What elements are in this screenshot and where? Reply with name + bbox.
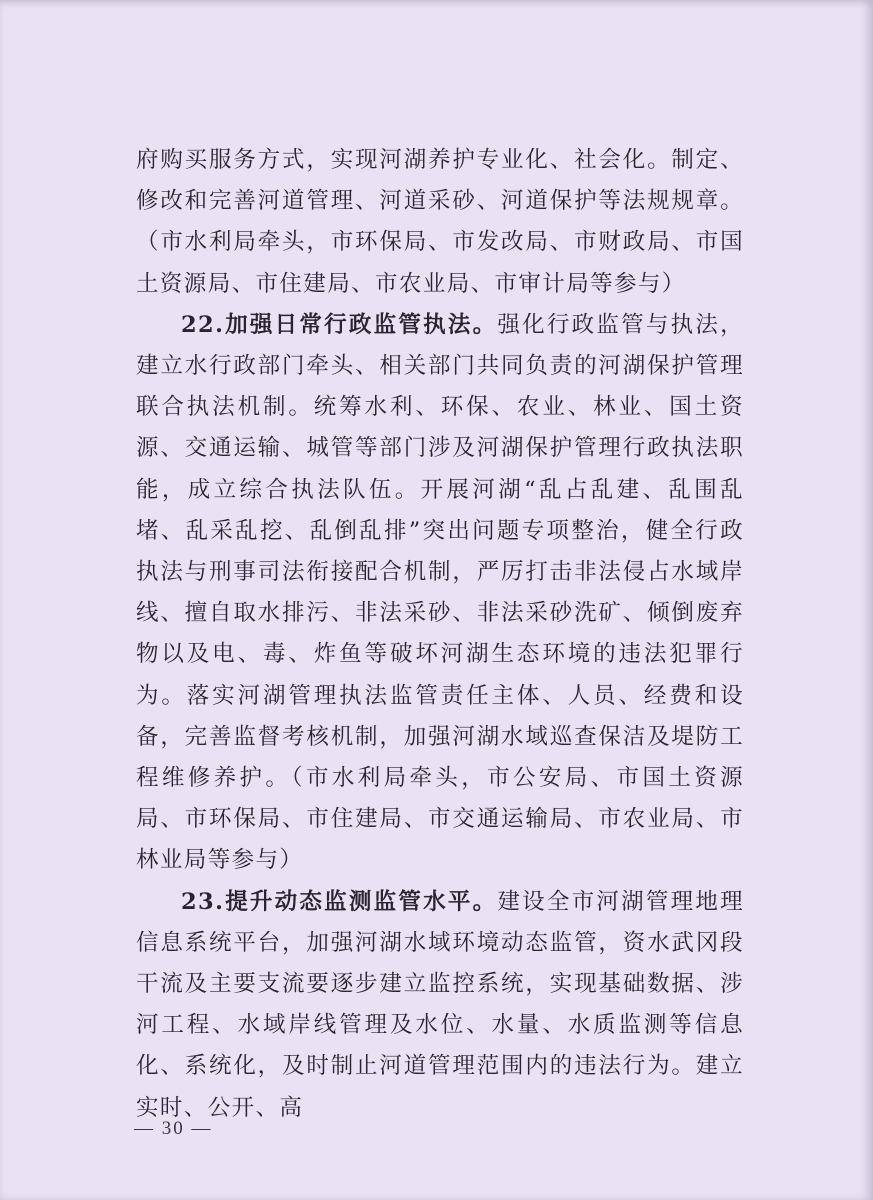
- paragraph-continuation: [136, 140, 744, 305]
- paragraph-text: 建设全市河湖管理地理信息系统平台，加强河湖水域环境动态监管，资水武冈段干流及主要支流要逐步建立监控系统，实现基础数据、涉河工程、水域岸线管理及水位、水量、水质监测等信息化、系统化，及时制止河道管理范围内的违法行为。建立实时、公开、高: [136, 888, 744, 1121]
- paragraph-text: 强化行政监管与执法，建立水行政部门牵头、相关部门共同负责的河湖保护管理联合执法机制。统筹水利、环保、农业、林业、国土资源、交通运输、城管等部门涉及河湖保护管理行政执法职能，成立综合执法队伍。开展河湖“乱占乱建、乱围乱堵、乱采乱挖、乱倒乱排”突出问题专项整治，健全行政执法与刑事司法衔接配合机制，严厉打击非法侵占水域岸线、擅自取水排污、非法采砂、非法采砂洗矿、倾倒废弃物以及电、毒、炸鱼等破坏河湖生态环境的违法犯罪行为。落实河湖管理执法监管责任主体、人员、经费和设备，完善监督考核机制，加强河湖水域巡查保洁及堤防工程维修养护。（市水利局牵头，市公安局、市国土资源局、市环保局、市住建局、市交通运输局、市农业局、市林业局等参与）: [136, 311, 744, 874]
- paragraph-23: [136, 882, 744, 1129]
- page-number: — 30 —: [134, 1118, 213, 1139]
- body-text: [136, 140, 744, 1129]
- paragraph-22: [136, 305, 744, 882]
- paragraph-text: 府购买服务方式，实现河湖养护专业化、社会化。制定、修改和完善河道管理、河道采砂、河道保护等法规规章。（市水利局牵头，市环保局、市发改局、市财政局、市国土资源局、市住建局、市农业局、市审计局等参与）: [136, 147, 744, 297]
- paragraph-heading: 23.提升动态监测监管水平。: [181, 888, 498, 915]
- paragraph-heading: 22.加强日常行政监管执法。: [181, 311, 498, 338]
